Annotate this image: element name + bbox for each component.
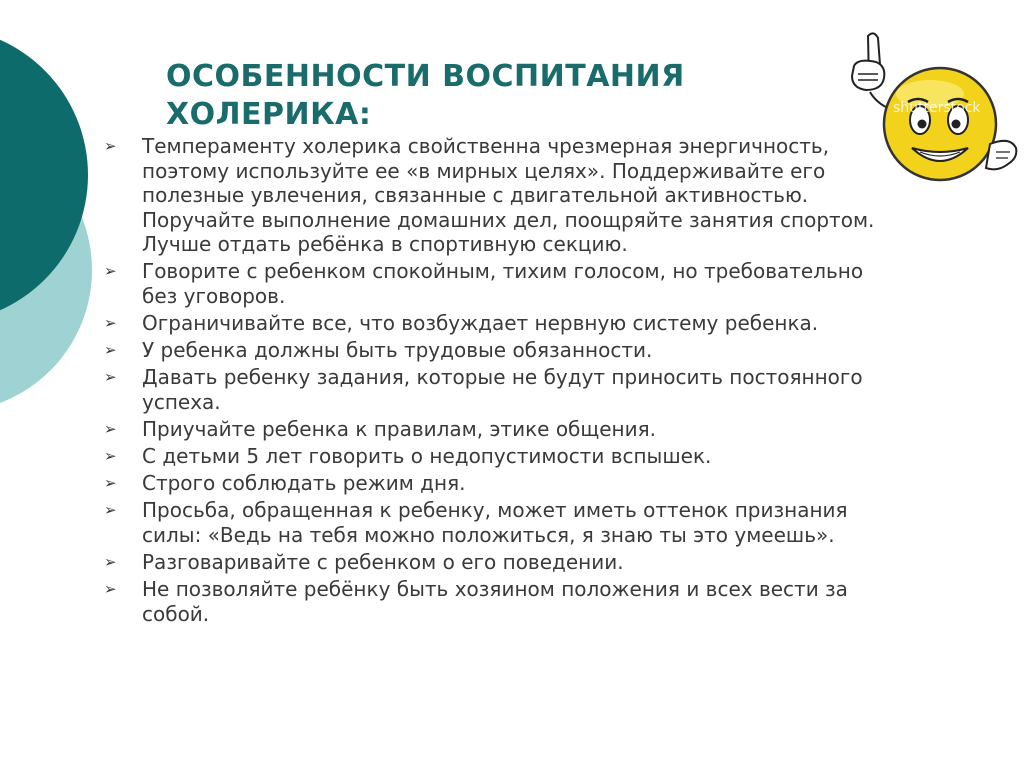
arrow-bullet-icon: ➢ [104,553,117,571]
list-item [104,444,904,469]
arrow-bullet-icon: ➢ [104,314,117,333]
list-item-text: Темпераменту холерика свойственна чрезмерная энергичность, поэтому используйте ее «в мирных целях». Поддерживайте его полезные увлечения, связанные с двигательной активностью. Поручайте выполнение домашних дел, поощряйте занятия спортом. Лучше отдать ребёнка в спортивную секцию. [142,134,875,257]
decorative-circles [0,0,100,420]
list-item-text: Ограничивайте все, что возбуждает нервную систему ребенка. [142,311,819,336]
slide-title: ОСОБЕННОСТИ ВОСПИТАНИЯ ХОЛЕРИКА: [166,59,685,130]
list-item-text: Не позволяйте ребёнку быть хозяином положения и всех вести за собой. [142,577,848,626]
bullet-list [104,134,904,629]
list-item [104,471,904,496]
list-item [104,577,904,626]
arrow-bullet-icon: ➢ [104,501,117,520]
list-item-text: Просьба, обращенная к ребенку, может иметь оттенок признания силы: «Ведь на тебя можно положиться, я знаю ты это умеешь». [142,498,848,547]
list-item [104,338,904,363]
arrow-bullet-icon: ➢ [104,137,117,155]
arrow-bullet-icon: ➢ [104,341,117,360]
watermark: shutterstock [893,100,981,116]
arrow-bullet-icon: ➢ [104,368,117,387]
list-item-text: Приучайте ребенка к правилам, этике общения. [142,417,656,442]
slide-title-container [166,58,826,130]
arrow-bullet-icon: ➢ [104,474,117,493]
list-item [104,311,904,336]
arrow-bullet-icon: ➢ [104,420,117,439]
list-item-text: Давать ребенку задания, которые не будут приносить постоянного успеха. [142,365,863,414]
list-item-text: Говорите с ребенком спокойным, тихим голосом, но требовательно без уговоров. [142,259,864,309]
list-item [104,498,904,547]
list-item-text: Строго соблюдать режим дня. [142,471,466,496]
list-item-text: У ребенка должны быть трудовые обязанности. [142,338,653,363]
list-item-text: С детьми 5 лет говорить о недопустимости вспышек. [142,444,712,469]
list-item [104,259,904,308]
arrow-bullet-icon: ➢ [104,580,117,599]
list-item [104,134,904,257]
arrow-bullet-icon: ➢ [104,447,117,466]
list-item [104,417,904,442]
list-item [104,365,904,414]
side-hand-icon [986,141,1016,170]
list-item-text: Разговаривайте с ребенком о его поведении. [142,550,624,574]
list-item [104,550,904,575]
arrow-bullet-icon: ➢ [104,262,117,281]
